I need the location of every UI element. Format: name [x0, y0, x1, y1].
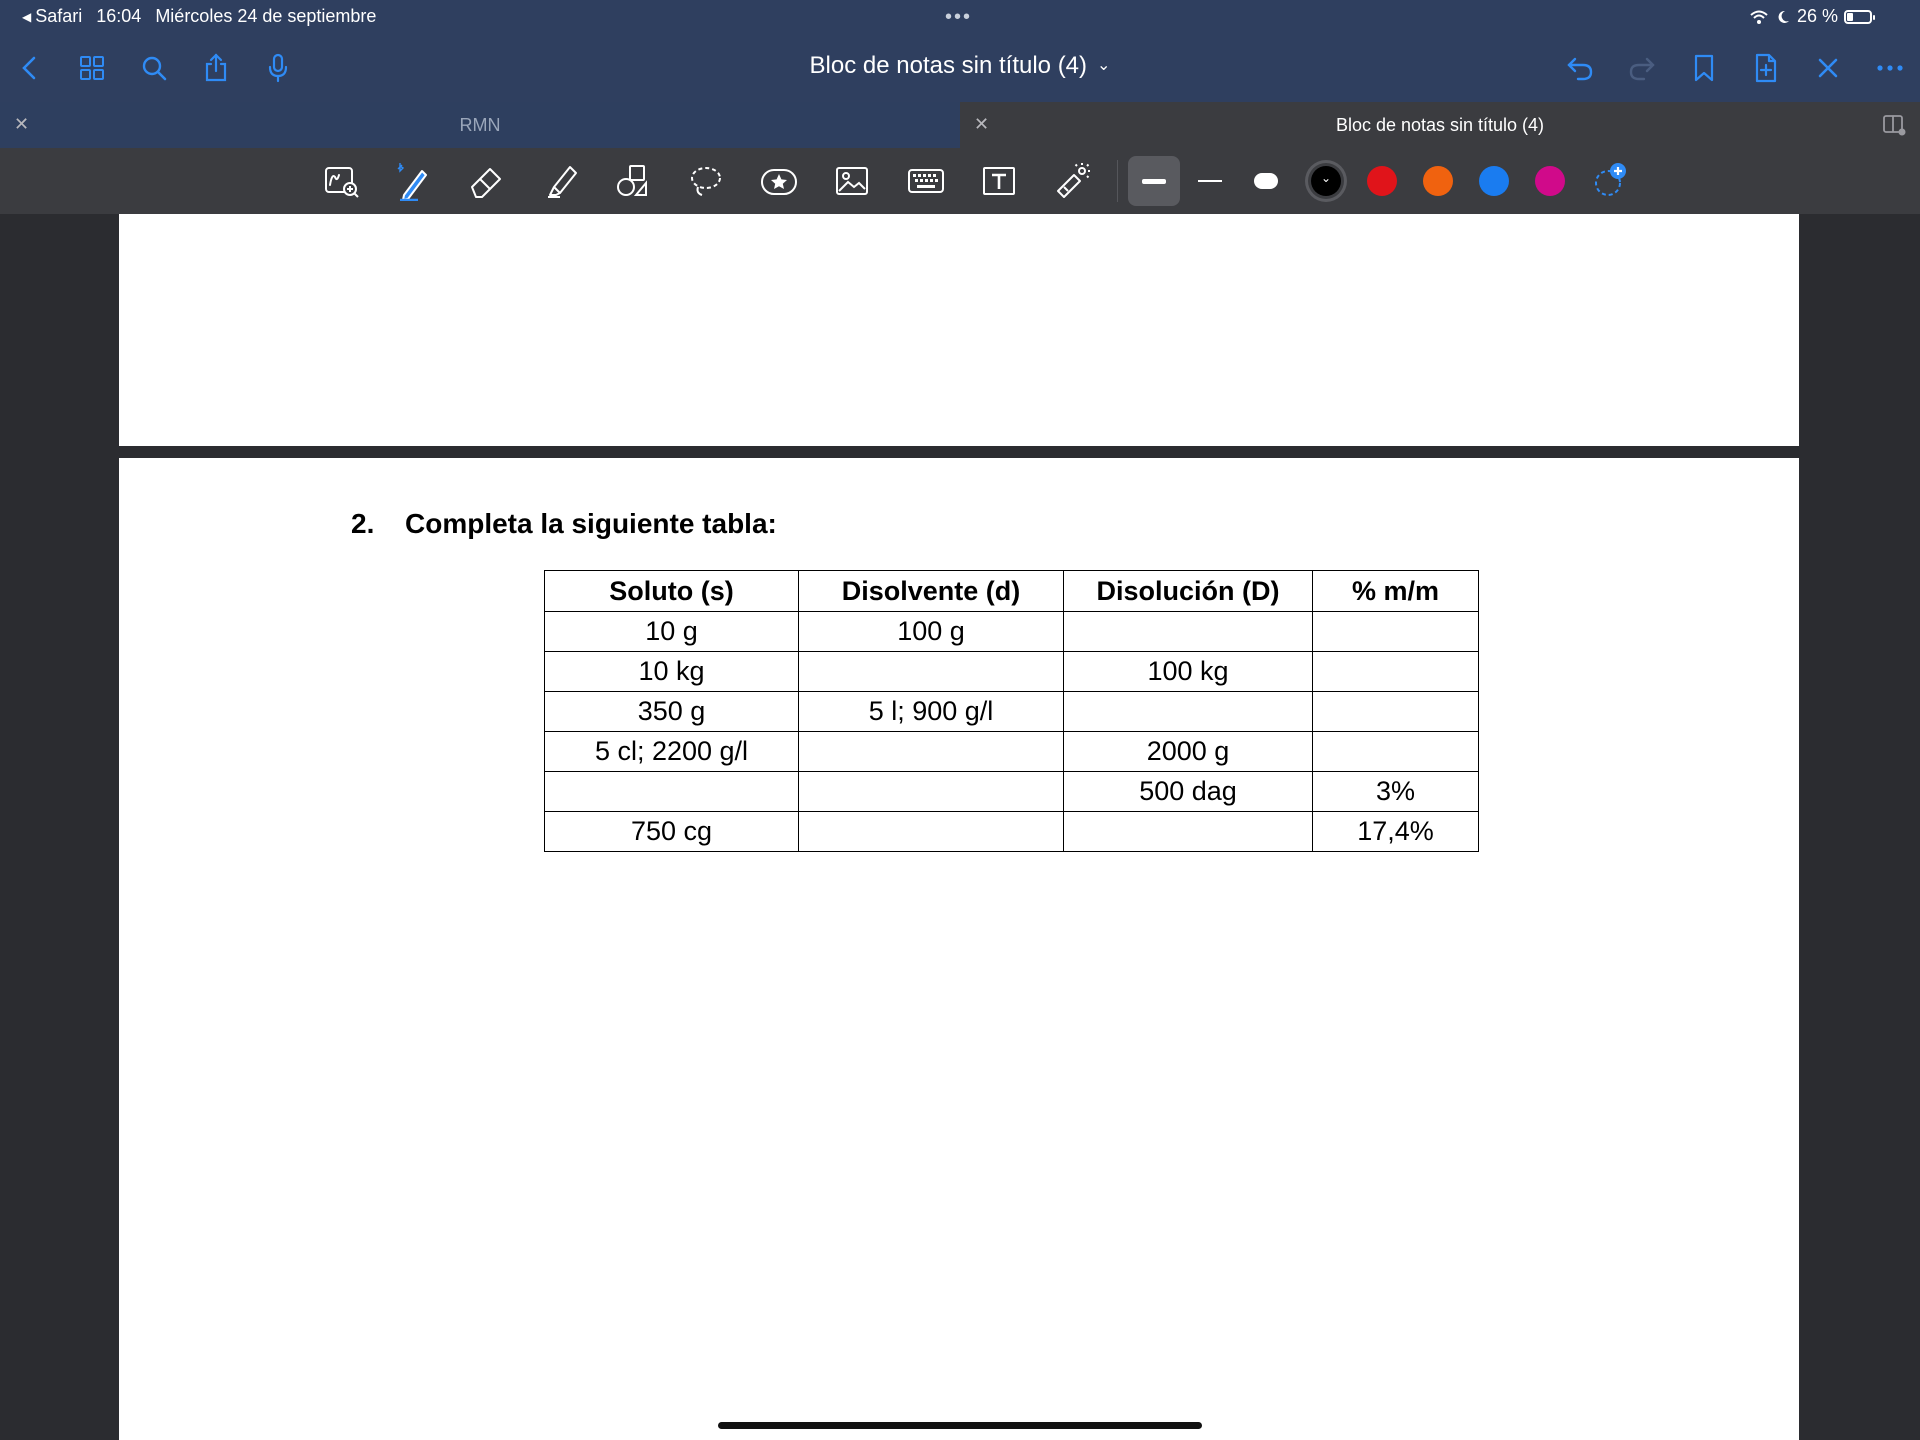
solutions-table [544, 570, 1479, 852]
zoom-window-icon[interactable] [317, 158, 365, 204]
table-cell: 2000 g [1064, 732, 1313, 772]
add-page-icon[interactable] [1748, 50, 1784, 86]
table-row [545, 692, 1479, 732]
thick-line-icon [1142, 179, 1166, 184]
table-cell [799, 652, 1064, 692]
search-icon[interactable] [136, 50, 172, 86]
thin-line-icon [1198, 180, 1222, 182]
battery-percent: 26 % [1796, 6, 1838, 26]
split-view-icon[interactable] [1882, 114, 1906, 136]
table-cell: 100 kg [1064, 652, 1313, 692]
header-soluto: Soluto (s) [545, 571, 799, 612]
tab-close-icon[interactable]: ✕ [974, 114, 990, 134]
keyboard-icon[interactable] [902, 158, 950, 204]
lasso-icon[interactable] [682, 158, 730, 204]
table-row [545, 732, 1479, 772]
chevron-down-icon: ⌄ [1320, 171, 1332, 185]
table-row [545, 612, 1479, 652]
navigation-bar [0, 36, 1920, 96]
table-cell [799, 772, 1064, 812]
add-color-icon[interactable] [1586, 158, 1634, 204]
tab-label: RMN [459, 115, 501, 135]
status-time: 16:04 [96, 6, 142, 26]
highlighter-icon[interactable] [536, 158, 584, 204]
table-cell: 100 g [799, 612, 1064, 652]
tab-label: Bloc de notas sin título (4) [1335, 115, 1545, 135]
redo-icon[interactable] [1624, 50, 1660, 86]
table-cell [1064, 812, 1313, 852]
page-current[interactable] [119, 458, 1799, 1440]
stroke-marker-button[interactable] [1240, 156, 1292, 206]
table-row [545, 772, 1479, 812]
color-swatch-blue[interactable] [1479, 166, 1509, 196]
back-triangle-icon: ◀ [22, 9, 32, 24]
document-tabs [0, 102, 1920, 148]
eraser-icon[interactable] [462, 158, 510, 204]
bookmark-icon[interactable] [1686, 50, 1722, 86]
grid-icon[interactable] [74, 50, 110, 86]
tab-bloc-de-notas[interactable] [960, 102, 1920, 148]
table-cell [1313, 612, 1479, 652]
close-icon[interactable] [1810, 50, 1846, 86]
back-app-label: Safari [35, 6, 83, 26]
table-cell: 750 cg [545, 812, 799, 852]
table-cell: 500 dag [1064, 772, 1313, 812]
table-cell: 350 g [545, 692, 799, 732]
color-swatch-black[interactable] [1311, 166, 1341, 196]
color-swatch-red[interactable] [1367, 166, 1397, 196]
color-swatch-orange[interactable] [1423, 166, 1453, 196]
tab-rmn[interactable] [0, 102, 960, 148]
table-cell: 10 kg [545, 652, 799, 692]
top-bar [0, 0, 1920, 102]
image-icon[interactable] [828, 158, 876, 204]
table-cell [1313, 692, 1479, 732]
table-cell: 10 g [545, 612, 799, 652]
table-cell: 17,4% [1313, 812, 1479, 852]
back-to-app-button[interactable] [22, 6, 82, 27]
table-cell [1064, 612, 1313, 652]
document-title-label: Bloc de notas sin título (4) [809, 52, 1088, 79]
table-cell: 5 cl; 2200 g/l [545, 732, 799, 772]
status-date: Miércoles 24 de septiembre [155, 6, 377, 26]
more-icon[interactable] [1872, 50, 1908, 86]
table-cell [1064, 692, 1313, 732]
table-cell: 3% [1313, 772, 1479, 812]
stroke-thick-button[interactable] [1128, 156, 1180, 206]
question-text: Completa la siguiente tabla: [405, 508, 777, 539]
undo-icon[interactable] [1562, 50, 1598, 86]
table-cell [799, 812, 1064, 852]
table-row [545, 812, 1479, 852]
document-canvas[interactable] [0, 214, 1920, 1440]
color-swatch-magenta[interactable] [1535, 166, 1565, 196]
table-cell [545, 772, 799, 812]
chevron-down-icon: ⌄ [1097, 57, 1111, 74]
sticker-icon[interactable] [755, 158, 803, 204]
header-disolucion: Disolución (D) [1064, 571, 1313, 612]
header-disolvente: Disolvente (d) [799, 571, 1064, 612]
question-heading [351, 508, 777, 540]
table-cell [799, 732, 1064, 772]
share-icon[interactable] [198, 50, 234, 86]
status-bar [0, 0, 1920, 32]
laser-pointer-icon[interactable] [1048, 158, 1096, 204]
pen-icon[interactable] [388, 158, 436, 204]
home-indicator[interactable] [718, 1422, 1202, 1429]
table-header-row [545, 571, 1479, 612]
drawing-toolbar [0, 148, 1920, 214]
microphone-icon[interactable] [260, 50, 296, 86]
marker-line-icon [1254, 173, 1278, 189]
back-icon[interactable] [12, 50, 48, 86]
text-box-icon[interactable] [975, 158, 1023, 204]
battery-icon [1844, 10, 1872, 24]
question-number: 2. [351, 508, 375, 539]
page-previous[interactable] [119, 214, 1799, 446]
table-cell [1313, 732, 1479, 772]
header-porcentaje: % m/m [1313, 571, 1479, 612]
table-cell [1313, 652, 1479, 692]
multitasking-dots-icon[interactable]: ••• [945, 6, 973, 28]
wifi-icon [1749, 9, 1769, 25]
table-row [545, 652, 1479, 692]
table-cell: 5 l; 900 g/l [799, 692, 1064, 732]
toolbar-divider [1117, 160, 1118, 202]
shapes-icon[interactable] [608, 158, 656, 204]
stroke-thin-button[interactable] [1184, 156, 1236, 206]
moon-icon [1775, 9, 1791, 25]
tab-close-icon[interactable]: ✕ [14, 114, 30, 134]
